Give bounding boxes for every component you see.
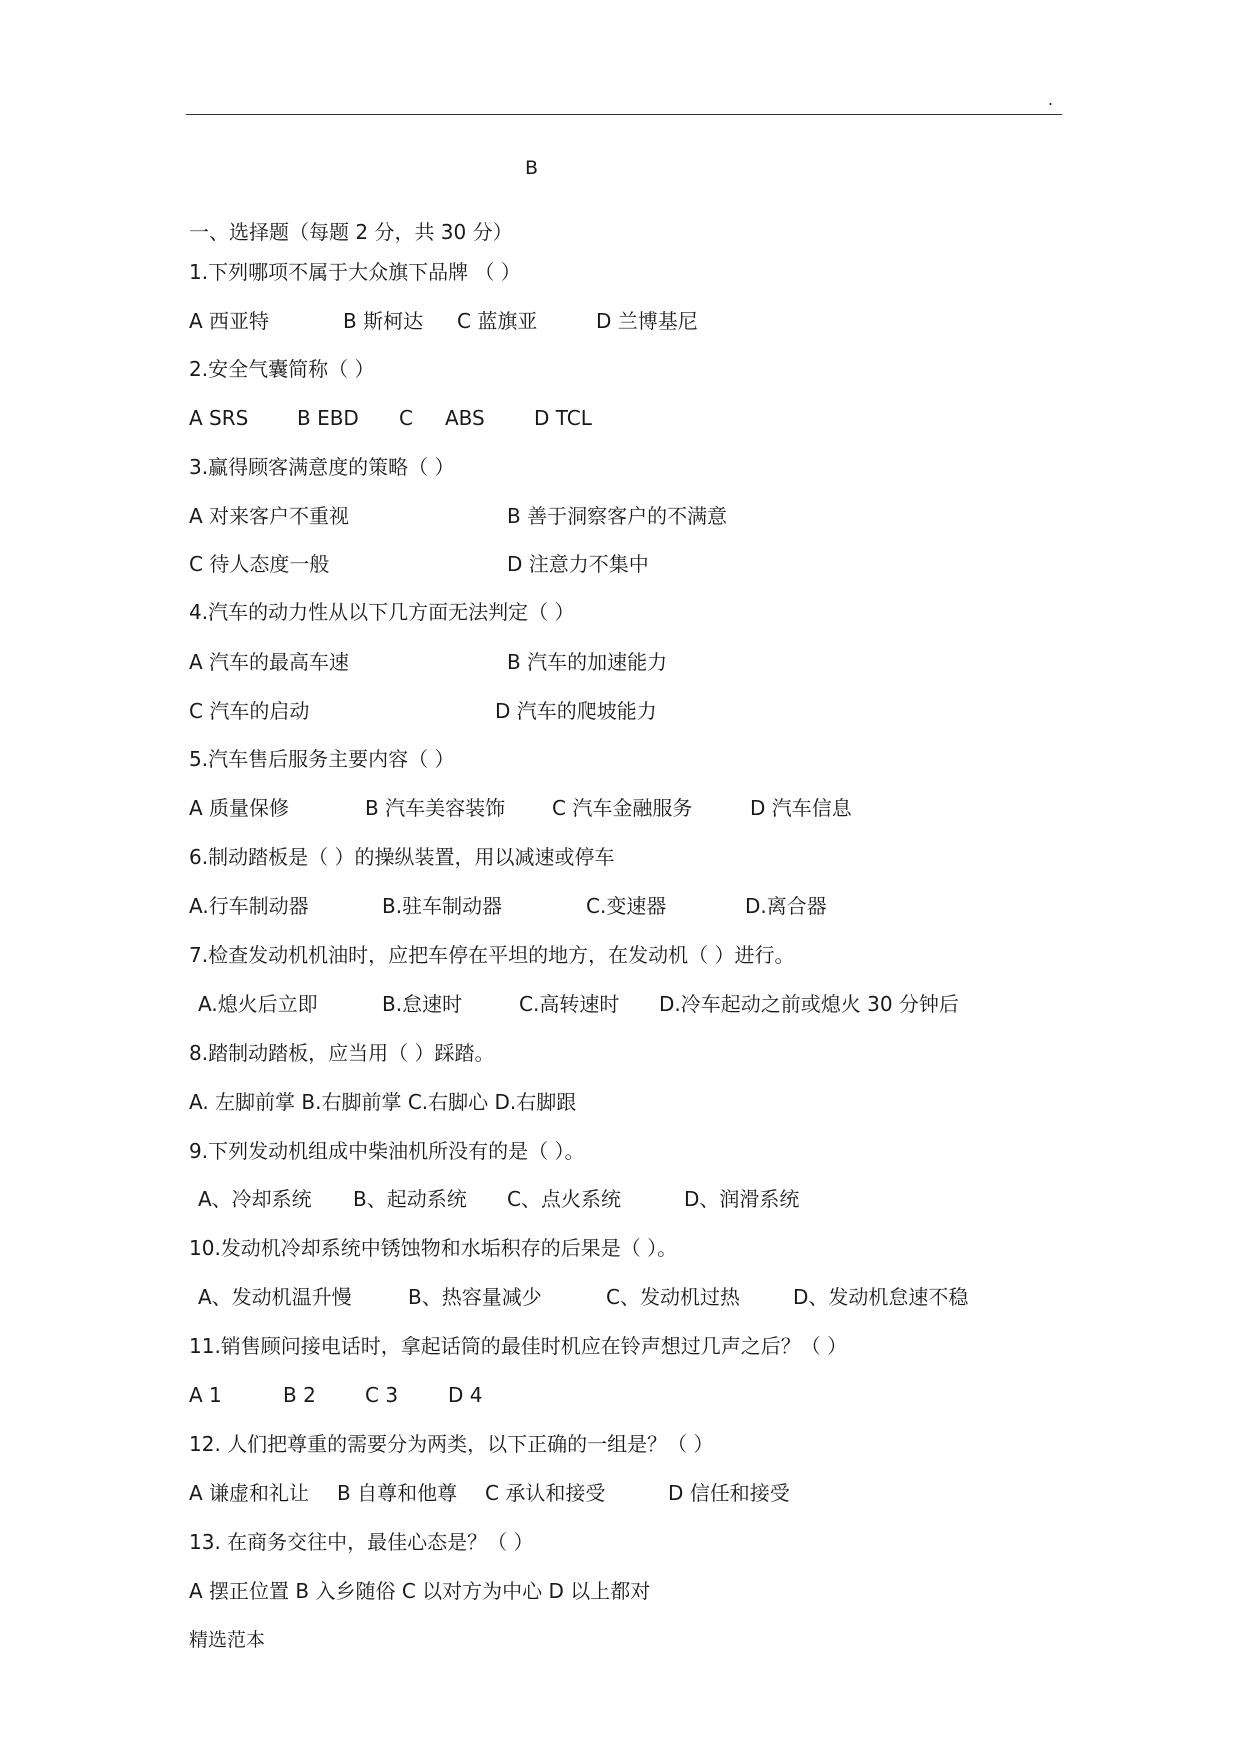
q9-option-d: D、润滑系统: [684, 1187, 800, 1211]
q9-option-a: A、冷却系统: [198, 1187, 312, 1211]
question-6: 6.制动踏板是（ ）的操纵装置，用以减速或停车: [189, 845, 615, 869]
q5-option-c: C 汽车金融服务: [552, 796, 693, 820]
q7-option-d: D.冷车起动之前或熄火 30 分钟后: [659, 992, 959, 1016]
question-12: 12. 人们把尊重的需要分为两类，以下正确的一组是？（ ）: [189, 1432, 714, 1456]
q4-option-b: B 汽车的加速能力: [507, 650, 668, 674]
question-2: 2.安全气囊简称（ ）: [189, 357, 375, 381]
section-title: 一、选择题（每题 2 分，共 30 分）: [189, 220, 513, 244]
q7-option-c: C.高转速时: [519, 992, 620, 1016]
q10-option-c: C、发动机过热: [606, 1285, 740, 1309]
q2-option-c-text: ABS: [445, 406, 485, 430]
question-3: 3.赢得顾客满意度的策略（ ）: [189, 455, 455, 479]
footer-label: 精选范本: [189, 1629, 266, 1651]
q6-option-c: C.变速器: [586, 894, 667, 918]
q2-option-c-letter: C: [399, 406, 413, 430]
q4-option-a: A 汽车的最高车速: [189, 650, 350, 674]
q2-option-b: B EBD: [297, 406, 359, 430]
q12-option-b: B 自尊和他尊: [337, 1481, 458, 1505]
question-4: 4.汽车的动力性从以下几方面无法判定（ ）: [189, 600, 575, 624]
q11-option-a: A 1: [189, 1383, 222, 1407]
q12-option-d: D 信任和接受: [668, 1481, 790, 1505]
q9-option-b: B、起动系统: [353, 1187, 467, 1211]
q7-option-a: A.熄火后立即: [198, 992, 318, 1016]
q11-option-d: D 4: [448, 1383, 483, 1407]
q2-option-d: D TCL: [534, 406, 592, 430]
question-7: 7.检查发动机机油时，应把车停在平坦的地方，在发动机（ ）进行。: [189, 943, 795, 967]
q1-option-c: C 蓝旗亚: [457, 309, 538, 333]
q11-option-c: C 3: [365, 1383, 399, 1407]
paper-title: B: [525, 157, 539, 179]
q7-option-b: B.怠速时: [382, 992, 463, 1016]
q12-option-c: C 承认和接受: [485, 1481, 606, 1505]
header-rule: [186, 114, 1062, 115]
q4-option-d: D 汽车的爬坡能力: [495, 699, 657, 723]
q10-option-d: D、发动机怠速不稳: [793, 1285, 969, 1309]
q3-option-b: B 善于洞察客户的不满意: [507, 504, 728, 528]
q5-option-b: B 汽车美容装饰: [365, 796, 506, 820]
q5-option-d: D 汽车信息: [750, 796, 852, 820]
question-11: 11.销售顾问接电话时，拿起话筒的最佳时机应在铃声想过几声之后？（ ）: [189, 1334, 848, 1358]
q3-option-d: D 注意力不集中: [507, 552, 649, 576]
q12-option-a: A 谦虚和礼让: [189, 1481, 310, 1505]
question-8: 8.踏制动踏板，应当用（ ）踩踏。: [189, 1041, 495, 1065]
q1-option-d: D 兰博基尼: [596, 309, 698, 333]
q9-option-c: C、点火系统: [507, 1187, 621, 1211]
q10-option-b: B、热容量减少: [408, 1285, 542, 1309]
q8-options: A. 左脚前掌 B.右脚前掌 C.右脚心 D.右脚跟: [189, 1090, 577, 1114]
q6-option-b: B.驻车制动器: [382, 894, 503, 918]
q11-option-b: B 2: [283, 1383, 316, 1407]
q1-option-b: B 斯柯达: [343, 309, 424, 333]
q4-option-c: C 汽车的启动: [189, 699, 310, 723]
q5-option-a: A 质量保修: [189, 796, 290, 820]
q13-options: A 摆正位置 B 入乡随俗 C 以对方为中心 D 以上都对: [189, 1579, 651, 1603]
q6-option-a: A.行车制动器: [189, 894, 309, 918]
question-9: 9.下列发动机组成中柴油机所没有的是（ ）。: [189, 1139, 585, 1163]
question-10: 10.发动机冷却系统中锈蚀物和水垢积存的后果是（ ）。: [189, 1236, 678, 1260]
q3-option-c: C 待人态度一般: [189, 552, 330, 576]
q2-option-a: A SRS: [189, 406, 249, 430]
q3-option-a: A 对来客户不重视: [189, 504, 350, 528]
q6-option-d: D.离合器: [745, 894, 827, 918]
q1-option-a: A 西亚特: [189, 309, 270, 333]
q10-option-a: A、发动机温升慢: [198, 1285, 352, 1309]
question-5: 5.汽车售后服务主要内容（ ）: [189, 747, 455, 771]
question-13: 13. 在商务交往中，最佳心态是？（ ）: [189, 1530, 534, 1554]
question-1: 1.下列哪项不属于大众旗下品牌 （ ）: [189, 260, 521, 284]
header-mark: .: [1048, 90, 1054, 109]
